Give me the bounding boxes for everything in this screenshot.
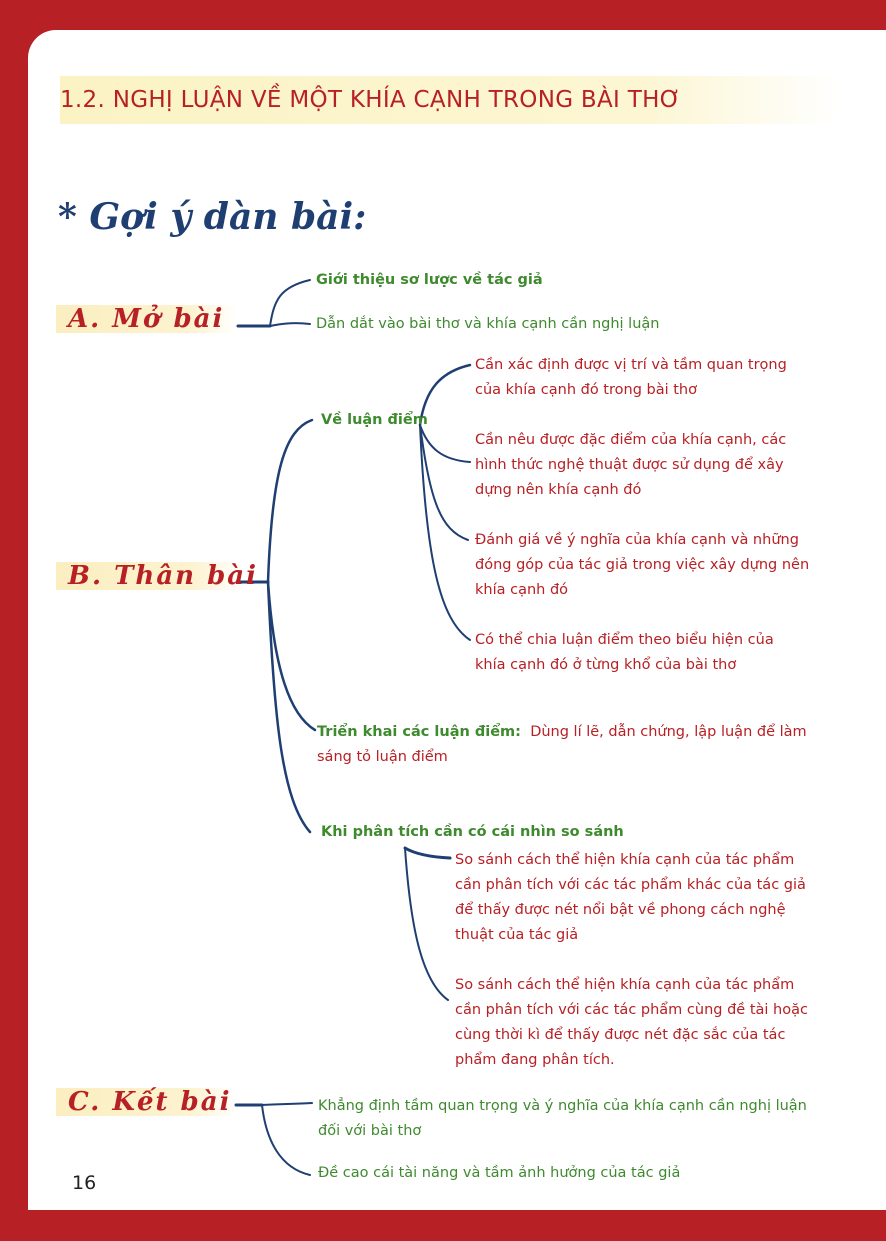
luan-diem-item-2: Cần nêu được đặc điểm của khía cạnh, các hình thức nghệ thuật được sử dụng để xây dựng nên khía cạnh đó <box>475 432 787 498</box>
so-sanh-item-2: So sánh cách thể hiện khía cạnh của tác phẩm cần phân tích với các tác phẩm cùng đề tài hoặc cùng thời kì để thấy được nét đặc sắc của tác phẩm đang phân tích. <box>455 977 808 1068</box>
ket-bai-item-1: Khẳng định tầm quan trọng và ý nghĩa của khía cạnh cần nghị luận đối với bài thơ <box>318 1098 807 1139</box>
trien-khai-label: Triển khai các luận điểm: <box>317 724 521 740</box>
luan-diem-item-4: Có thể chia luận điểm theo biểu hiện của khía cạnh đó ở từng khổ của bài thơ <box>475 632 774 673</box>
ve-luan-diem-label: Về luận điểm <box>321 412 428 428</box>
so-sanh-item-1: So sánh cách thể hiện khía cạnh của tác phẩm cần phân tích với các tác phẩm khác của tác giả để thấy được nét nổi bật về phong cách nghệ thuật của tác giả <box>455 852 806 943</box>
ket-bai-item-2: Đề cao cái tài năng và tầm ảnh hưởng của tác giả <box>318 1165 681 1181</box>
trien-khai-text-1: Dùng lí lẽ, dẫn chứng, lập luận để làm <box>530 724 807 740</box>
luan-diem-item-1: Cần xác định được vị trí và tầm quan trọng của khía cạnh đó trong bài thơ <box>475 357 787 398</box>
section-tag-than-bai: B. Thân bài <box>56 562 241 590</box>
section-tag-mo-bai: A. Mở bài <box>56 305 236 333</box>
section-tag-ket-bai: C. Kết bài <box>56 1088 236 1116</box>
outline-heading: * Gợi ý dàn bài: <box>58 196 367 238</box>
mo-bai-item-2: Dẫn dắt vào bài thơ và khía cạnh cần nghị luận <box>316 316 660 332</box>
trien-khai-text-2: sáng tỏ luận điểm <box>317 749 448 765</box>
trien-khai-block <box>317 720 807 770</box>
mo-bai-item-1: Giới thiệu sơ lược về tác giả <box>316 272 543 288</box>
luan-diem-item-3: Đánh giá về ý nghĩa của khía cạnh và những đóng góp của tác giả trong việc xây dựng nên khía cạnh đó <box>475 532 810 598</box>
section-title: 1.2. NGHỊ LUẬN VỀ MỘT KHÍA CẠNH TRONG BÀI THƠ <box>60 76 840 124</box>
so-sanh-label: Khi phân tích cần có cái nhìn so sánh <box>321 824 624 840</box>
page-number: 16 <box>72 1172 97 1194</box>
